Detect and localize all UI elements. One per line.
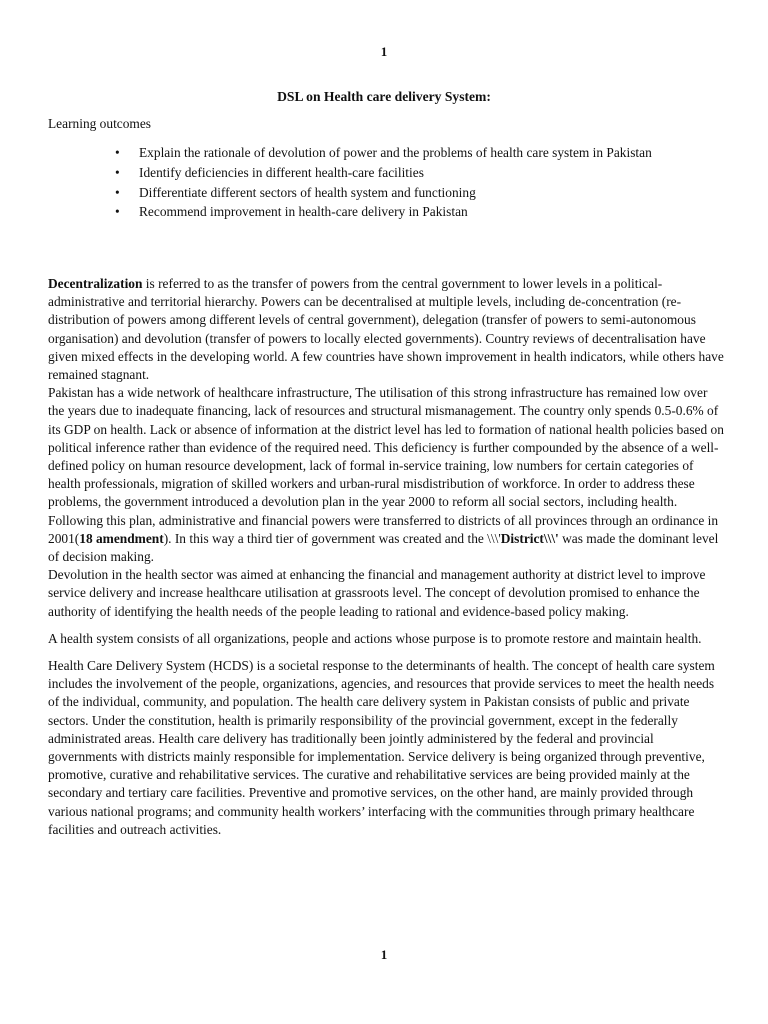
learning-outcomes-heading: Learning outcomes — [48, 116, 151, 131]
page-number-top: 1 — [380, 44, 388, 59]
paragraph-hcds: Health Care Delivery System (HCDS) is a societal response to the determinants of health. The concept of health care system includes the involvement of the people, organizations, agencies, and resources that provide services to meet the health needs of the individual, community, and population. The health care delivery system in Pakistan consists of public and private sectors. Under the constitution, health is primarily responsibility of the provincial government, except in the federally administrated areas. Health care delivery has traditionally been jointly administered by the federal and provincial governments with districts mainly responsible for implementation. Service delivery is being organized through preventive, promotive, curative and rehabilitative services. The curative and rehabilitative services are being provided mainly at the secondary and tertiary care facilities. Preventive and promotive services, on the other hand, are mainly provided through various national programs; and community health workers’ interfacing with the communities through primary healthcare facilities and outreach activities. — [48, 658, 715, 837]
paragraph-pakistan — [48, 384, 724, 566]
outcome-text: Identify deficiencies in different health-care facilities — [139, 164, 424, 180]
paragraph-decentralization — [48, 275, 724, 384]
bullet-icon: • — [115, 184, 120, 200]
body-text — [48, 275, 724, 839]
bullet-icon: • — [115, 204, 120, 220]
outcome-text: Recommend improvement in health-care delivery in Pakistan — [139, 204, 468, 220]
decentralization-text: is referred to as the transfer of powers from the central government to lower levels in a political-administrative and territorial hierarchy. Powers can be decentralised at multiple levels, including de-concentration (re-distribution of powers among different levels of central government), delegation (transfer of powers to semi-autonomous organisation) and devolution (transfer of powers to locally elected governments). Country reviews of decentralisation have given mixed effects in the developing world. A few countries have shown improvement in health indicators, while others have remained stagnant. — [48, 276, 724, 383]
term-decentralization: Decentralization — [48, 276, 143, 291]
bullet-icon: • — [115, 164, 120, 180]
list-item — [115, 164, 715, 182]
list-item — [115, 184, 715, 202]
pakistan-text-1: Pakistan has a wide network of healthcare infrastructure, The utilisation of this strong infrastructure has remained low over the years due to inadequate financing, lack of resources and structural mismanagement. The country only spends 0.5-0.6% of its GDP on health. Lack or absence of information at the district level has led to formation of national health policies based on political inference rather than evidence of the required need. This deficiency is further compounded by the absence of a well-defined policy on human resource development, lack of formal in-service training, low numbers for certain categories of health professionals, migration of skilled workers and urban-rural misdistribution of workforce. In order to address these problems, the government introduced a devolution plan in the year 2000 to reform all social sectors, including health. Following this plan, administrative and financial powers were transferred to districts of all provinces through an ordinance in 2001( — [48, 385, 724, 546]
pakistan-text-2: ). In this way a third tier of government was created and the \\\' — [163, 530, 501, 546]
list-item — [115, 203, 715, 221]
outcome-text: Explain the rationale of devolution of power and the problems of health care system in Pakistan — [139, 145, 652, 160]
outcome-text: Differentiate different sectors of health system and functioning — [139, 184, 476, 200]
list-item — [115, 144, 715, 162]
learning-outcomes-list — [115, 144, 715, 223]
paragraph-health-system: A health system consists of all organizations, people and actions whose purpose is to promote restore and maintain health. — [48, 630, 702, 646]
bullet-icon: • — [115, 145, 120, 160]
paragraph-devolution: Devolution in the health sector was aimed at enhancing the financial and management authority at district level to improve service delivery and increase healthcare utilisation at grassroots level. The concept of devolution promised to enhance the authority of identifying the health needs of the people leading to rational and evidence-based policy making. — [48, 567, 706, 619]
page-number-bottom: 1 — [380, 947, 388, 962]
amendment-bold: 18 amendment — [79, 530, 164, 546]
pakistan-text-3: was made the dominant level of decision making. — [48, 530, 719, 565]
district-bold: District\\\' — [500, 530, 559, 546]
document-title: DSL on Health care delivery System: — [277, 89, 491, 104]
